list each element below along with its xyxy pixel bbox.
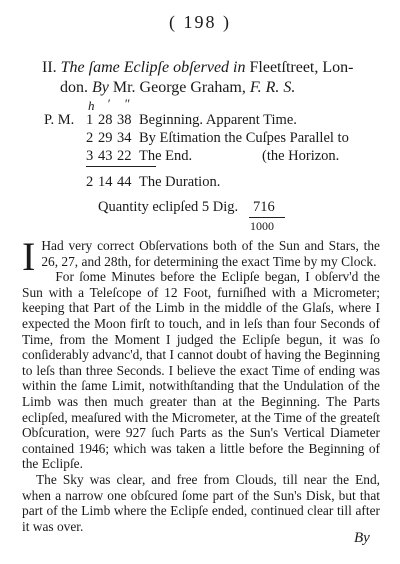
section-numeral: II.: [42, 59, 57, 76]
drop-cap: I: [22, 234, 36, 279]
heading-title-italic: The ſame Eclipſe obſerved in: [60, 59, 246, 76]
fraction-bar: [249, 217, 285, 218]
paragraph-observation: For ſome Minutes before the Eclipſe began, I obſerv'd the Sun with a Teleſcope of 12 Foot, furniſhed with a Micrometer; keeping that Part of the Limb in the middle of the Glaſs, where I expected the Moon firſt to touch, and in leſs than four Seconds of Time, from the Moment I judged the Eclipſe begun, it was ſo conſiderably advanc'd, that I cannot doubt of having the Beginning to leſs than three Seconds. I believe the exact Time of ending was within the ſame Limit, notwithſtanding that the Undulation of the Limb was then much greater than at the Beginning. The Parts eclipſed, meaſured with the Micrometer, at the Time of the greateſt Obſcuration, were 927 ſuch Parts as the Sun's Vertical Diameter contained 1946; which was taken a little before the Beginning of the Eclipſe.: [22, 269, 380, 472]
horizon-continuation: (the Horizon.: [262, 148, 340, 164]
heading-place: Fleetſtreet, Lon-: [249, 59, 354, 76]
unit-seconds: ″: [124, 96, 130, 111]
observation-row: 3 43 22 The End.: [86, 148, 193, 164]
duration-row: 2 14 44 The Duration.: [86, 174, 221, 190]
body-text: [22, 234, 380, 534]
page-number: ( 198 ): [169, 12, 231, 32]
observation-row: 1 28 38 Beginning. Apparent Time.: [86, 112, 297, 128]
quantity-label: Quantity eclipſed 5 Dig.: [98, 199, 239, 215]
unit-hours: h: [88, 98, 95, 113]
pm-label: P. M.: [44, 112, 75, 128]
sum-rule: [86, 166, 156, 167]
paragraph-sky: The Sky was clear, and free from Clouds, till near the End, when a narrow one obſcured ſome part of the Sun's Disk, but that part of the Limb where the Eclipſe ended, continued clear till after it was over.: [22, 471, 380, 534]
paragraph-clock: I Had very correct Obſervations both of the Sun and Stars, the 26, 27, and 28th, for determining the exact Time by my Clock.: [22, 234, 380, 279]
catchword: By: [354, 530, 370, 546]
section-heading-line-1: [42, 58, 353, 78]
quantity-numerator: 716: [253, 199, 275, 215]
observer-title: F. R. S.: [249, 79, 296, 96]
observer-name: Mr. George Graham,: [112, 79, 246, 96]
section-heading-line-2: [60, 78, 295, 98]
heading-line2-start: don.: [60, 79, 88, 96]
heading-by: By: [92, 79, 109, 96]
observation-row: 2 29 34 By Eſtimation the Cuſpes Parallel to: [86, 130, 349, 146]
unit-minutes: ′: [107, 96, 110, 111]
quantity-denominator: 1000: [250, 219, 274, 233]
